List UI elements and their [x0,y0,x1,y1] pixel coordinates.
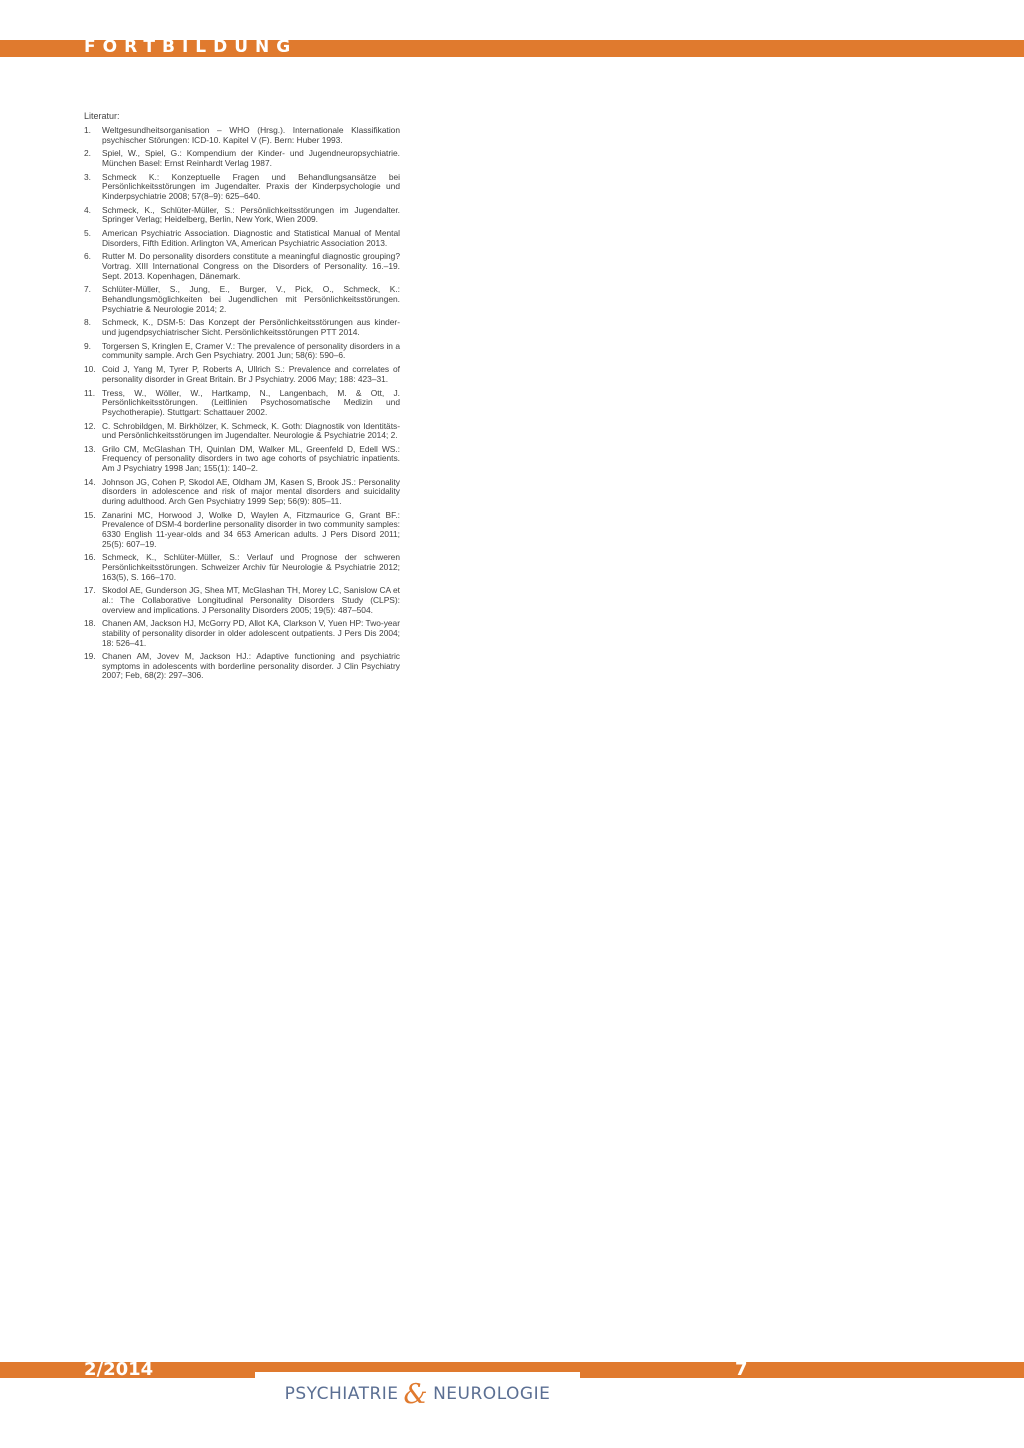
reference-number: 11. [84,387,96,398]
reference-text: Schmeck K.: Konzeptuelle Fragen und Behandlungsansätze bei Persönlichkeitsstörungen im Jugendalter. Praxis der Kinderpsychologie und Kinderpsychiatrie 2008; 57(8–9): 625–640. [102,171,400,201]
reference-text: American Psychiatric Association. Diagnostic and Statistical Manual of Mental Disorders, Fifth Edition. Arlington VA, American Psychiatric Association 2013. [102,228,400,248]
reference-item [84,173,400,202]
reference-number: 2. [84,148,91,159]
journal-logo [255,1372,580,1416]
reference-list [84,126,400,685]
reference-item [84,206,400,225]
reference-number: 17. [84,585,96,596]
reference-text: Coid J, Yang M, Tyrer P, Roberts A, Ullrich S.: Prevalence and correlates of personality disorder in Great Britain. Br J Psychiatry. 2006 May; 188: 423–31. [102,364,400,384]
reference-number: 1. [84,125,91,135]
reference-item [84,553,400,582]
journal-logo-ampersand: & [403,1378,429,1410]
reference-text: Grilo CM, McGlashan TH, Quinlan DM, Walker ML, Greenfeld D, Edell WS.: Frequency of personality disorders in two age cohorts of psychiatric inpatients. Am J Psychiatry 1998 Jan; 155(1): 140–2. [102,443,400,474]
reference-item [84,252,400,281]
reference-number: 3. [84,171,91,182]
reference-number: 19. [84,651,96,662]
journal-logo-left: PSYCHIATRIE [284,1384,399,1404]
reference-item [84,149,400,168]
reference-text: Tress, W., Wöller, W., Hartkamp, N., Langenbach, M. & Ott, J. Persönlichkeitsstörungen. (Leitlinien Psychosomatische Medizin und Psychotherapie). Stuttgart: Schattauer 2002. [102,387,400,417]
reference-text: Schlüter-Müller, S., Jung, E., Burger, V., Pick, O., Schmeck, K.: Behandlungsmöglichkeiten bei Jugendlichen mit Persönlichkeitsstörungen. Psychiatrie & Neurologie 2014; 2. [102,284,400,314]
reference-text: Chanen AM, Jovev M, Jackson HJ.: Adaptive functioning and psychiatric symptoms in adolescents with borderline personality disorder. J Clin Psychiatry 2007; Feb, 68(2): 297–306. [102,651,400,681]
reference-text: Weltgesundheitsorganisation – WHO (Hrsg.). Internationale Klassifikation psychischer Störungen: ICD-10. Kapitel V (F). Bern: Huber 1993. [102,125,400,145]
reference-text: C. Schrobildgen, M. Birkhölzer, K. Schmeck, K. Goth: Diagnostik von Identitäts- und Persönlichkeitsstörungen im Jugendalter. Neurologie & Psychiatrie 2014; 2. [102,420,400,441]
reference-item [84,619,400,648]
reference-number: 6. [84,251,91,262]
reference-item [84,478,400,507]
reference-text: Spiel, W., Spiel, G.: Kompendium der Kinder- und Jugendneuropsychiatrie. München Basel: Ernst Reinhardt Verlag 1987. [102,148,400,168]
reference-item [84,652,400,681]
page-number: 7 [735,1359,748,1380]
reference-item [84,389,400,418]
reference-number: 9. [84,340,91,351]
reference-number: 13. [84,443,96,454]
reference-item [84,422,400,441]
reference-text: Zanarini MC, Horwood J, Wolke D, Waylen A, Fitzmaurice G, Grant BF.: Prevalence of DSM-4 borderline personality disorder in two community samples: 6330 English 11-year-olds and 34 653 American adults. J Pers Disord 2011; 25(5): 607–19. [102,509,400,549]
reference-number: 5. [84,228,91,239]
reference-number: 15. [84,509,96,520]
reference-item [84,285,400,314]
reference-number: 4. [84,204,91,215]
reference-item [84,586,400,615]
reference-number: 16. [84,552,96,563]
reference-number: 8. [84,317,91,328]
reference-item [84,229,400,248]
issue-number: 2/2014 [84,1359,154,1380]
reference-number: 18. [84,618,96,629]
reference-text: Schmeck, K., Schlüter-Müller, S.: Persönlichkeitsstörungen im Jugendalter. Springer Verlag; Heidelberg, Berlin, New York, Wien 2009. [102,204,400,225]
reference-text: Chanen AM, Jackson HJ, McGorry PD, Allot KA, Clarkson V, Yuen HP: Two-year stability of personality disorder in older adolescent outpatients. J Pers Dis 2004; 18: 526–41. [102,618,400,648]
reference-text: Rutter M. Do personality disorders constitute a meaningful diagnostic grouping? Vortrag. XIII International Congress on the Disorders of Personality. 16.–19. Sept. 2013. Kopenhagen, Dänemark. [102,251,400,281]
reference-text: Schmeck, K., DSM-5: Das Konzept der Persönlichkeitsstörungen aus kinder- und jugendpsychiatrischer Sicht. Persönlichkeitsstörungen PTT 2014. [102,317,400,337]
reference-item [84,318,400,337]
section-title: FORTBILDUNG [84,37,298,57]
reference-text: Johnson JG, Cohen P, Skodol AE, Oldham JM, Kasen S, Brook JS.: Personality disorders in adolescence and risk of major mental disorders and suicidality during adulthood. Arch Gen Psychiatry 1999 Sep; 56(9): 805–11. [102,476,400,507]
reference-item [84,511,400,549]
reference-text: Skodol AE, Gunderson JG, Shea MT, McGlashan TH, Morey LC, Sanislow CA et al.: The Collaborative Longitudinal Personality Disorders Study (CLPS): overview and implications. J Personality Disorders 2005; 19(5): 487–504. [102,585,400,615]
journal-logo-right: NEUROLOGIE [433,1384,551,1404]
reference-item [84,342,400,361]
reference-number: 7. [84,284,91,295]
reference-number: 14. [84,476,96,487]
literature-heading: Literatur: [84,111,120,121]
reference-item [84,126,400,145]
reference-text: Schmeck, K., Schlüter-Müller, S.: Verlauf und Prognose der schweren Persönlichkeitsstörungen. Schweizer Archiv für Neurologie & Psychiatrie 2012; 163(5), S. 166–170. [102,552,400,582]
reference-item [84,445,400,474]
reference-text: Torgersen S, Kringlen E, Cramer V.: The prevalence of personality disorders in a community sample. Arch Gen Psychiatry. 2001 Jun; 58(6): 590–6. [102,340,400,361]
reference-number: 12. [84,420,96,431]
reference-item [84,365,400,384]
reference-number: 10. [84,364,96,375]
